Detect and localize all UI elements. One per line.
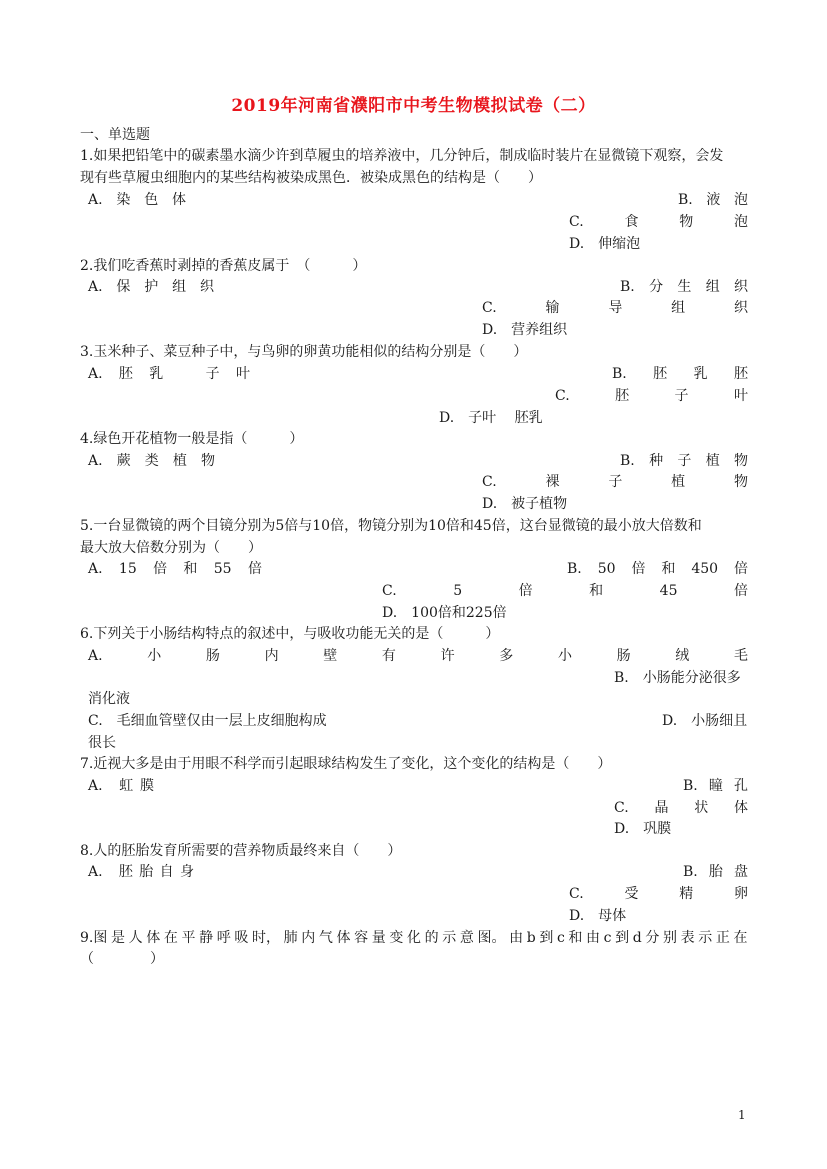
- q9-line-1-token: 别: [662, 930, 677, 946]
- question-6-line-1: 6.下列关于小肠结构特点的叙述中，与吸收功能无关的是（ ）: [80, 626, 500, 642]
- question-7-line-1: 7.近视大多是由于用眼不科学而引起眼球结构发生了变化，这个变化的结构是（ ）: [80, 756, 612, 772]
- q9-line-1-token: c: [556, 930, 565, 946]
- q7-option-c: C. 晶 状 体: [614, 800, 748, 816]
- q9-line-1-token: 到: [539, 930, 554, 946]
- q9-line-1-token: c: [603, 930, 612, 946]
- q9-line-1-token: 化: [406, 930, 421, 946]
- q2-option-d: D. 营养组织: [482, 322, 568, 338]
- question-2-line-1: 2.我们吃香蕉时剥掉的香蕉皮属于 （ ）: [80, 258, 367, 274]
- q7-option-a: A. 虹 膜: [88, 778, 154, 794]
- q9-line-1-token: 正: [715, 930, 730, 946]
- q9-line-1-token: 是: [110, 930, 125, 946]
- q8-option-b: B. 胎 盘: [683, 864, 748, 880]
- q1-option-a: A. 染 色 体: [88, 192, 186, 208]
- q9-line-1-token: 分: [645, 930, 660, 946]
- q9-line-1-token: 在: [163, 930, 178, 946]
- q6-option-a: A. 小 肠 内 壁 有 许 多 小 肠 绒 毛: [88, 648, 748, 664]
- q4-option-c: C. 裸 子 植 物: [482, 474, 748, 490]
- q8-option-d: D. 母体: [569, 908, 627, 924]
- q9-line-1-token: 气: [318, 930, 333, 946]
- q1-option-b: B. 液 泡: [678, 192, 748, 208]
- q6-option-b-continued: 消化液: [88, 691, 130, 707]
- q6-option-b: B. 小肠能分泌很多: [614, 670, 741, 686]
- q5-option-b: B. 50 倍 和 450 倍: [567, 561, 748, 577]
- q9-line-1-token: 时，: [251, 930, 280, 946]
- q4-option-b: B. 种 子 植 物: [620, 453, 748, 469]
- q9-line-1-token: 示: [698, 930, 713, 946]
- q9-line-1-token: 表: [680, 930, 695, 946]
- q9-line-1-token: 由: [509, 930, 524, 946]
- q3-option-d: D. 子叶 胚乳: [439, 410, 543, 426]
- question-9-line-1: [80, 928, 748, 948]
- q9-line-1-token: 图。: [477, 930, 506, 946]
- q9-line-1-token: 体: [336, 930, 351, 946]
- question-4-line-1: 4.绿色开花植物一般是指（ ）: [80, 431, 304, 447]
- q9-line-1-token: 平: [181, 930, 196, 946]
- q7-option-b: B. 瞳 孔: [683, 778, 748, 794]
- q9-line-1-token: 到: [615, 930, 630, 946]
- q3-option-b: B. 胚 乳 胚: [612, 366, 748, 382]
- q9-line-1-token: 吸: [234, 930, 249, 946]
- q8-option-a: A. 胚 胎 自 身: [88, 864, 194, 880]
- question-8-line-1: 8.人的胚胎发育所需要的营养物质最终来自（ ）: [80, 843, 402, 859]
- q9-line-1-token: 呼: [216, 930, 231, 946]
- q9-line-1-token: 的: [424, 930, 439, 946]
- question-5-line-2: 最大放大倍数分别为（ ）: [80, 540, 262, 556]
- q5-option-c: C. 5 倍 和 45 倍: [382, 583, 748, 599]
- q7-option-d: D. 巩膜: [614, 821, 672, 837]
- q9-line-1-token: 意: [459, 930, 474, 946]
- q9-line-1-token: 肺: [283, 930, 298, 946]
- q9-line-1-token: 9.图: [80, 930, 108, 946]
- q2-option-b: B. 分 生 组 织: [620, 279, 748, 295]
- question-1-line-2: 现有些草履虫细胞内的某些结构被染成黑色．被染成黑色的结构是（ ）: [80, 170, 542, 186]
- q1-option-d: D. 伸缩泡: [569, 236, 641, 252]
- q3-option-c: C. 胚 子 叶: [555, 388, 748, 404]
- q9-line-1-token: 量: [371, 930, 386, 946]
- q9-line-1-token: 变: [389, 930, 404, 946]
- q9-line-1-token: 示: [442, 930, 457, 946]
- q2-option-a: A. 保 护 组 织: [88, 279, 214, 295]
- q6-option-c: C. 毛细血管壁仅由一层上皮细胞构成: [88, 713, 327, 729]
- q3-option-a: A. 胚 乳 子 叶: [88, 366, 250, 382]
- q9-line-1-token: 体: [146, 930, 161, 946]
- q6-option-d-continued: 很长: [88, 735, 116, 751]
- q5-option-d: D. 100倍和225倍: [382, 605, 507, 621]
- q9-line-1-token: 由: [586, 930, 601, 946]
- q9-line-1-token: 和: [568, 930, 583, 946]
- section-heading: 一、单选题: [80, 127, 150, 143]
- q4-option-d: D. 被子植物: [482, 496, 568, 512]
- question-9-line-2: （ ）: [80, 951, 164, 967]
- question-5-line-1: 5.一台显微镜的两个目镜分别为5倍与10倍，物镜分别为10倍和45倍，这台显微镜的最小放大倍数和: [80, 518, 702, 534]
- q1-option-c: C. 食 物 泡: [569, 214, 748, 230]
- q9-line-1-token: 内: [301, 930, 316, 946]
- q4-option-a: A. 蕨 类 植 物: [88, 453, 215, 469]
- q9-line-1-token: 在: [733, 930, 748, 946]
- q9-line-1-token: 容: [354, 930, 369, 946]
- q2-option-c: C. 输 导 组 织: [482, 300, 748, 316]
- q5-option-a: A. 15 倍 和 55 倍: [88, 561, 262, 577]
- q8-option-c: C. 受 精 卵: [569, 886, 748, 902]
- question-3-line-1: 3.玉米种子、菜豆种子中，与鸟卵的卵黄功能相似的结构分别是（ ）: [80, 344, 528, 360]
- q9-line-1-token: b: [526, 930, 536, 946]
- q9-line-1-token: 静: [199, 930, 214, 946]
- page-number: 1: [738, 1108, 746, 1122]
- page-title: 2019年河南省濮阳市中考生物模拟试卷（二）: [231, 96, 596, 116]
- q9-line-1-token: 人: [128, 930, 143, 946]
- question-1-line-1: 1.如果把铅笔中的碳素墨水滴少许到草履虫的培养液中，几分钟后，制成临时装片在显微镜下观察，会发: [80, 148, 724, 164]
- q9-line-1-token: d: [632, 930, 642, 946]
- q6-option-d: D. 小肠细且: [662, 713, 748, 729]
